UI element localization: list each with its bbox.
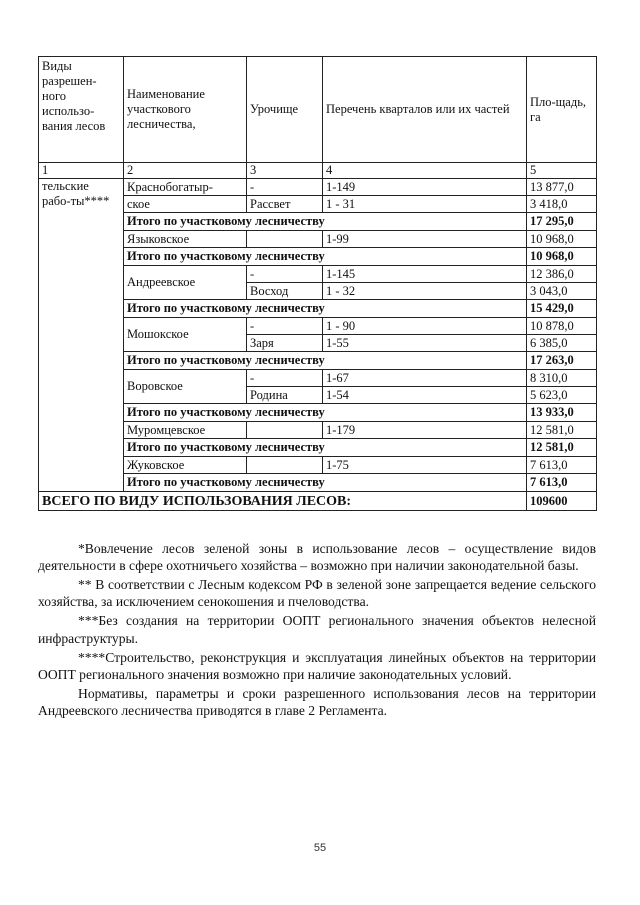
area-cell: 8 310,0 (527, 370, 597, 387)
footnote: ****Строительство, реконструкция и эксплуатация линейных объектов на территории ООПТ регионального значения возможно при наличие законодательных условий. (38, 649, 596, 682)
area-cell: 7 613,0 (527, 457, 597, 474)
quarters-cell: 1 - 90 (323, 318, 527, 335)
grand-total-area: 109600 (527, 492, 597, 511)
area-cell: 3 043,0 (527, 283, 597, 300)
subtotal-label: Итого по участковому лесничеству (124, 352, 527, 370)
quarters-cell: 1-99 (323, 231, 527, 248)
header-tract: Урочище (247, 57, 323, 163)
area-cell: 5 623,0 (527, 387, 597, 404)
quarters-cell: 1 - 32 (323, 283, 527, 300)
header-area: Пло-щадь, га (527, 57, 597, 163)
column-number: 5 (527, 163, 597, 179)
district-cell: Воровское (124, 370, 247, 404)
footnote: ** В соответствии с Лесным кодексом РФ в зеленой зоне запрещается ведение сельского хозяйства, за исключением сенокошения и пчеловодства. (38, 577, 596, 610)
area-cell: 12 581,0 (527, 422, 597, 439)
tract-cell: - (247, 179, 323, 196)
tract-cell (247, 457, 323, 474)
area-cell: 3 418,0 (527, 196, 597, 213)
subtotal-area: 15 429,0 (527, 300, 597, 318)
column-number: 2 (124, 163, 247, 179)
district-cell: Краснобогатыр- (124, 179, 247, 196)
district-cell: Мошокское (124, 318, 247, 352)
area-cell: 10 968,0 (527, 231, 597, 248)
quarters-cell: 1-179 (323, 422, 527, 439)
tract-cell (247, 231, 323, 248)
table-row (39, 179, 597, 196)
quarters-cell: 1-145 (323, 266, 527, 283)
grand-total-label: ВСЕГО ПО ВИДУ ИСПОЛЬЗОВАНИЯ ЛЕСОВ: (39, 492, 527, 511)
header-use-type: Виды разрешен-ного использо-вания лесов (39, 57, 124, 163)
quarters-cell: 1 - 31 (323, 196, 527, 213)
tract-cell: - (247, 370, 323, 387)
subtotal-area: 7 613,0 (527, 474, 597, 492)
grand-total-row (39, 492, 597, 511)
column-number: 4 (323, 163, 527, 179)
subtotal-label: Итого по участковому лесничеству (124, 439, 527, 457)
header-district: Наименование участкового лесничества, (124, 57, 247, 163)
footnote: ***Без создания на территории ООПТ регионального значения объектов нелесной инфраструктуры. (38, 613, 596, 646)
quarters-cell: 1-75 (323, 457, 527, 474)
header-quarters: Перечень кварталов или их частей (323, 57, 527, 163)
subtotal-label: Итого по участковому лесничеству (124, 300, 527, 318)
subtotal-label: Итого по участковому лесничеству (124, 474, 527, 492)
subtotal-area: 12 581,0 (527, 439, 597, 457)
footnotes (38, 540, 596, 721)
column-number-row (39, 163, 597, 179)
quarters-cell: 1-149 (323, 179, 527, 196)
area-cell: 13 877,0 (527, 179, 597, 196)
forest-use-table (38, 56, 597, 511)
subtotal-area: 10 968,0 (527, 248, 597, 266)
tract-cell: - (247, 318, 323, 335)
tract-cell (247, 422, 323, 439)
district-cell: Муромцевское (124, 422, 247, 439)
tract-cell: - (247, 266, 323, 283)
table-header-row (39, 57, 597, 163)
district-cell: ское (124, 196, 247, 213)
district-cell: Жуковское (124, 457, 247, 474)
quarters-cell: 1-55 (323, 335, 527, 352)
subtotal-area: 17 263,0 (527, 352, 597, 370)
use-type-cell: тельские рабо-ты**** (39, 179, 124, 492)
column-number: 1 (39, 163, 124, 179)
page-number: 55 (313, 842, 327, 854)
subtotal-area: 13 933,0 (527, 404, 597, 422)
subtotal-area: 17 295,0 (527, 213, 597, 231)
subtotal-label: Итого по участковому лесничеству (124, 248, 527, 266)
closing-paragraph: Нормативы, параметры и сроки разрешенного использования лесов на территории Андреевского лесничества приводятся в главе 2 Регламента. (38, 685, 596, 719)
tract-cell: Родина (247, 387, 323, 404)
subtotal-label: Итого по участковому лесничеству (124, 213, 527, 231)
district-cell: Языковское (124, 231, 247, 248)
column-number: 3 (247, 163, 323, 179)
quarters-cell: 1-67 (323, 370, 527, 387)
quarters-cell: 1-54 (323, 387, 527, 404)
district-cell: Андреевское (124, 266, 247, 300)
footnote: *Вовлечение лесов зеленой зоны в использование лесов – осуществление видов деятельности в сфере охотничьего хозяйства – возможно при наличии законодательной базы. (38, 541, 596, 574)
area-cell: 6 385,0 (527, 335, 597, 352)
area-cell: 10 878,0 (527, 318, 597, 335)
tract-cell: Заря (247, 335, 323, 352)
tract-cell: Восход (247, 283, 323, 300)
tract-cell: Рассвет (247, 196, 323, 213)
subtotal-label: Итого по участковому лесничеству (124, 404, 527, 422)
area-cell: 12 386,0 (527, 266, 597, 283)
